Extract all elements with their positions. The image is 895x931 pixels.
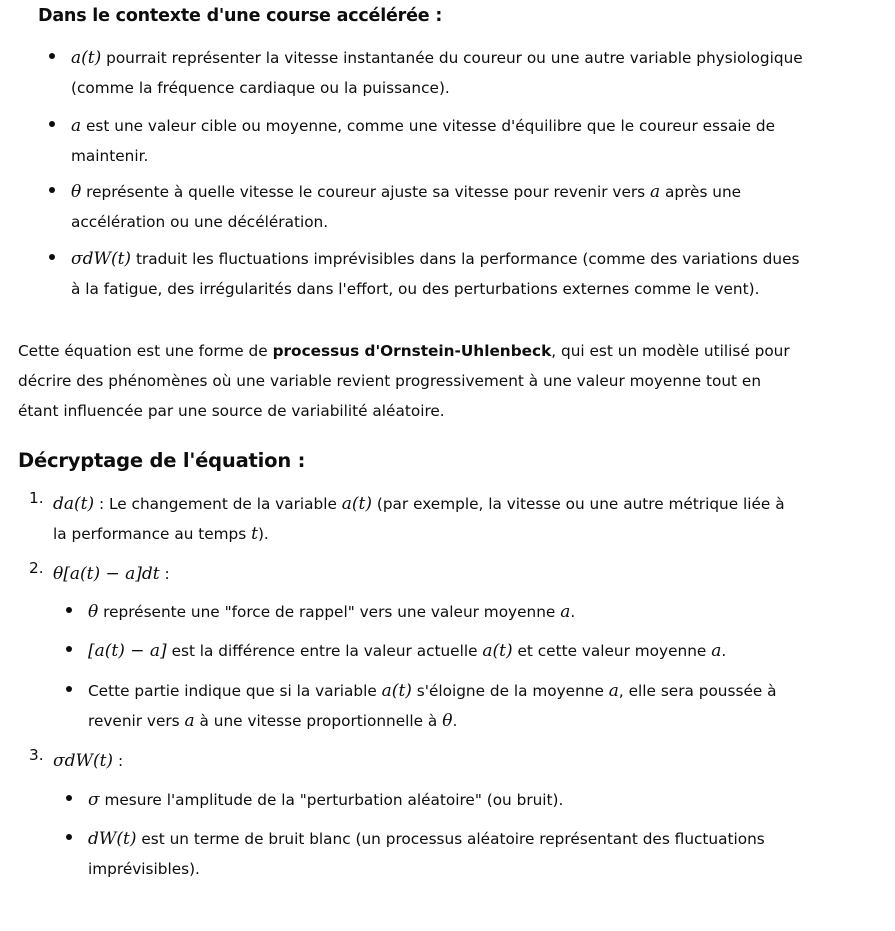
decryptage-sub-2-3: Cette partie indique que si la variable a(t) s'éloigne de la moyenne a, elle sera poussée à revenir vers a à une vitesse proportionnelle à θ. (88, 676, 777, 736)
decryptage-item-1: 1. da(t) : Le changement de la variable a(t) (par exemple, la vitesse ou une autre métrique liée à la performance au temps t). (29, 489, 785, 544)
ou-process-term: processus d'Ornstein-Uhlenbeck (272, 342, 552, 360)
decryptage-item-3: 3. σdW(t) : (29, 746, 124, 771)
math-sigma-dw: σdW(t) (71, 249, 132, 269)
math-a-t: a(t) (71, 48, 102, 68)
math-theta: θ (71, 182, 82, 202)
decryptage-heading: Décryptage de l'équation : (18, 449, 306, 472)
decryptage-sub-3-1: σ mesure l'amplitude de la "perturbation aléatoire" (ou bruit). (88, 785, 563, 815)
decryptage-sub-2-1: θ représente une "force de rappel" vers une valeur moyenne a. (88, 597, 575, 627)
context-heading: Dans le contexte d'une course accélérée : (38, 6, 443, 26)
math-a: a (71, 116, 82, 136)
context-item-3: θ représente à quelle vitesse le coureur ajuste sa vitesse pour revenir vers a après une accélération ou une décélération. (71, 177, 741, 237)
context-item-1: a(t) pourrait représenter la vitesse instantanée du coureur ou une autre variable physiologique (comme la fréquence cardiaque ou la puissance). (71, 43, 803, 103)
context-item-2: a est une valeur cible ou moyenne, comme une vitesse d'équilibre que le coureur essaie de maintenir. (71, 111, 775, 171)
ou-paragraph: Cette équation est une forme de processus d'Ornstein-Uhlenbeck, qui est un modèle utilisé pour décrire des phénomènes où une variable revient progressivement à une valeur moyenne tout en étant influencée par une source de variabilité aléatoire. (18, 342, 790, 420)
decryptage-sub-3-2: dW(t) est un terme de bruit blanc (un processus aléatoire représentant des fluctuations imprévisibles). (88, 824, 765, 884)
decryptage-sub-2-2: [a(t) − a] est la différence entre la valeur actuelle a(t) et cette valeur moyenne a. (88, 636, 726, 666)
context-item-4: σdW(t) traduit les fluctuations imprévisibles dans la performance (comme des variations dues à la fatigue, des irrégularités dans l'effort, ou des perturbations externes comme le vent). (71, 244, 799, 304)
decryptage-item-2: 2. θ[a(t) − a]dt : (29, 559, 170, 584)
